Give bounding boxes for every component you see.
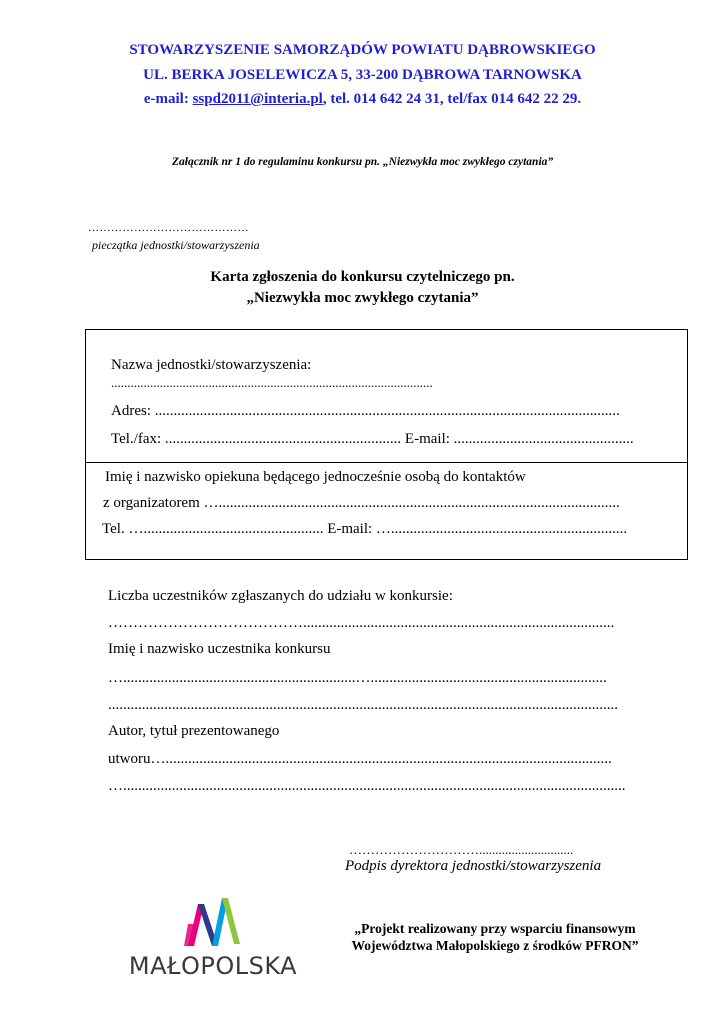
address-field[interactable]: Adres: ............................................................................................................................ bbox=[111, 403, 620, 419]
participant-name-field-1[interactable]: …..............................................................…............................................................... bbox=[108, 670, 607, 686]
email-link[interactable]: sspd2011@interia.pl bbox=[192, 91, 323, 107]
participants-count-label: Liczba uczestników zgłaszanych do udziału w konkursie: bbox=[108, 588, 453, 604]
tel-email-field[interactable]: Tel./fax: ............................................................... E-mail: ................................................ bbox=[111, 431, 634, 447]
guardian-contact-field[interactable]: Tel. …................................................ E-mail: …............................................................... bbox=[102, 521, 628, 537]
guardian-box bbox=[85, 462, 688, 560]
phone-fax: , tel. 014 642 24 31, tel/fax 014 642 22 29. bbox=[322, 91, 582, 107]
project-note-line1: „Projekt realizowany przy wsparciu finansowym bbox=[354, 921, 636, 936]
attachment-note: Załącznik nr 1 do regulaminu konkursu pn. „Niezwykła moc zwykłego czytania” bbox=[172, 156, 554, 168]
signature-label: Podpis dyrektora jednostki/stowarzyszenia bbox=[345, 858, 602, 874]
org-contact bbox=[0, 91, 725, 108]
stamp-dots: …………………………………… bbox=[88, 222, 249, 234]
guardian-label: Imię i nazwisko opiekuna będącego jednocześnie osobą do kontaktów bbox=[105, 469, 526, 485]
work-title-field[interactable]: utworu…....................................................................................................................... bbox=[108, 751, 612, 767]
participant-name-field-2[interactable]: ........................................................................................................................................ bbox=[108, 697, 618, 713]
form-subtitle: „Niezwykła moc zwykłego czytania” bbox=[246, 290, 479, 306]
work-title-field-2[interactable]: …...................................................................................................................................... bbox=[108, 778, 626, 794]
institution-box bbox=[85, 329, 688, 463]
signature-field[interactable]: …………………………............................. bbox=[349, 842, 574, 857]
stamp-label: pieczątka jednostki/stowarzyszenia bbox=[92, 238, 260, 252]
institution-name-label: Nazwa jednostki/stowarzyszenia: bbox=[111, 357, 312, 373]
guardian-name-field[interactable]: z organizatorem …........................................................................................................... bbox=[103, 495, 620, 511]
org-address: UL. BERKA JOSELEWICZA 5, 33-200 DĄBROWA TARNOWSKA bbox=[143, 67, 582, 83]
participants-count-field[interactable]: …………………………………................................................................................... bbox=[108, 615, 615, 631]
participant-name-label: Imię i nazwisko uczestnika konkursu bbox=[108, 641, 331, 657]
project-note-line2: Województwa Małopolskiego z środków PFRON” bbox=[351, 938, 639, 953]
author-title-label: Autor, tytuł prezentowanego bbox=[108, 723, 280, 739]
institution-name-field[interactable]: ................................................................................................... bbox=[111, 375, 433, 390]
malopolska-logo bbox=[118, 894, 308, 982]
org-name: STOWARZYSZENIE SAMORZĄDÓW POWIATU DĄBROWSKIEGO bbox=[129, 42, 596, 58]
email-prefix: e-mail: bbox=[143, 91, 193, 107]
malopolska-mark-icon bbox=[118, 894, 308, 954]
logo-wordmark: MAŁOPOLSKA bbox=[128, 952, 298, 980]
form-title: Karta zgłoszenia do konkursu czytelniczego pn. bbox=[210, 269, 515, 285]
